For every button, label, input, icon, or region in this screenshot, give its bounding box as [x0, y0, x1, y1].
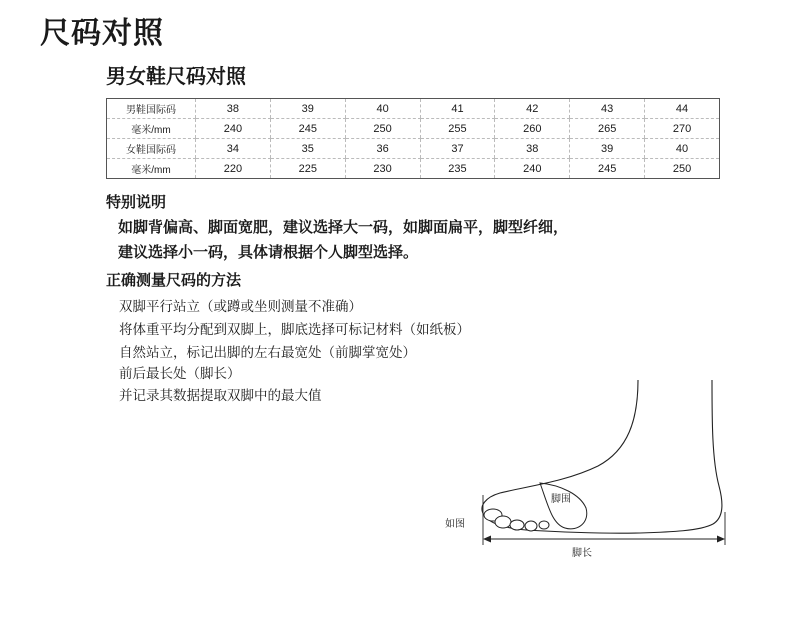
- row-label: 毫米/mm: [131, 165, 171, 176]
- table-cell: 225: [270, 159, 345, 179]
- arrow-right-icon: [717, 536, 725, 543]
- table-cell: 235: [420, 159, 495, 179]
- diagram-label-foot-length: 脚长: [572, 548, 592, 559]
- arrow-left-icon: [483, 536, 491, 543]
- table-cell: 240: [196, 119, 271, 139]
- table-cell: 39: [270, 99, 345, 119]
- row-label: 女鞋国际码: [107, 139, 196, 159]
- table-cell: 250: [645, 159, 720, 179]
- measure-step: 并记录其数据提取双脚中的最大值: [119, 388, 322, 404]
- table-cell: 43: [570, 99, 645, 119]
- table-cell: 34: [196, 139, 271, 159]
- measure-step: 前后最长处（脚长）: [119, 366, 241, 382]
- measure-heading: 正确测量尺码的方法: [106, 271, 242, 289]
- toe: [495, 516, 511, 528]
- table-cell: 260: [495, 119, 570, 139]
- table-cell: 265: [570, 119, 645, 139]
- table-cell: 270: [645, 119, 720, 139]
- measure-step: 双脚平行站立（或蹲或坐则测量不准确）: [119, 299, 362, 315]
- table-cell: 40: [345, 99, 420, 119]
- toe: [539, 521, 549, 529]
- diagram-label-foot-width: 脚围: [551, 494, 571, 505]
- table-cell: 37: [420, 139, 495, 159]
- special-note-line: 如脚背偏高、脚面宽肥，建议选择大一码，如脚面扁平，脚型纤细，: [118, 218, 569, 236]
- toe: [510, 520, 524, 530]
- special-note-line: 建议选择小一码，具体请根据个人脚型选择。: [118, 243, 419, 261]
- measure-step: 自然站立，标记出脚的左右最宽处（前脚掌宽处）: [119, 345, 416, 361]
- table-cell: 40: [645, 139, 720, 159]
- table-cell: 255: [420, 119, 495, 139]
- table-cell: 38: [196, 99, 271, 119]
- row-label: 男鞋国际码: [107, 99, 196, 119]
- measure-step: 将体重平均分配到双脚上，脚底选择可标记材料（如纸板）: [119, 322, 470, 338]
- table-cell: 44: [645, 99, 720, 119]
- special-note-heading: 特别说明: [106, 193, 167, 211]
- row-label: 毫米/mm: [107, 119, 196, 139]
- table-cell: 41: [420, 99, 495, 119]
- table-cell: 38: [495, 139, 570, 159]
- table-cell: 245: [270, 119, 345, 139]
- toe: [525, 521, 537, 531]
- table-cell: 220: [196, 159, 271, 179]
- table-cell: 250: [345, 119, 420, 139]
- foot-outline: [482, 380, 722, 533]
- table-cell: 42: [495, 99, 570, 119]
- section-title-size-chart: 男女鞋尺码对照: [106, 64, 246, 88]
- table-cell: 35: [270, 139, 345, 159]
- page-title: 尺码对照: [40, 16, 164, 51]
- table-cell: 230: [345, 159, 420, 179]
- table-cell: 240: [495, 159, 570, 179]
- table-cell: 39: [570, 139, 645, 159]
- table-cell: 36: [345, 139, 420, 159]
- diagram-label-example: 如图: [445, 519, 465, 530]
- table-cell: 245: [570, 159, 645, 179]
